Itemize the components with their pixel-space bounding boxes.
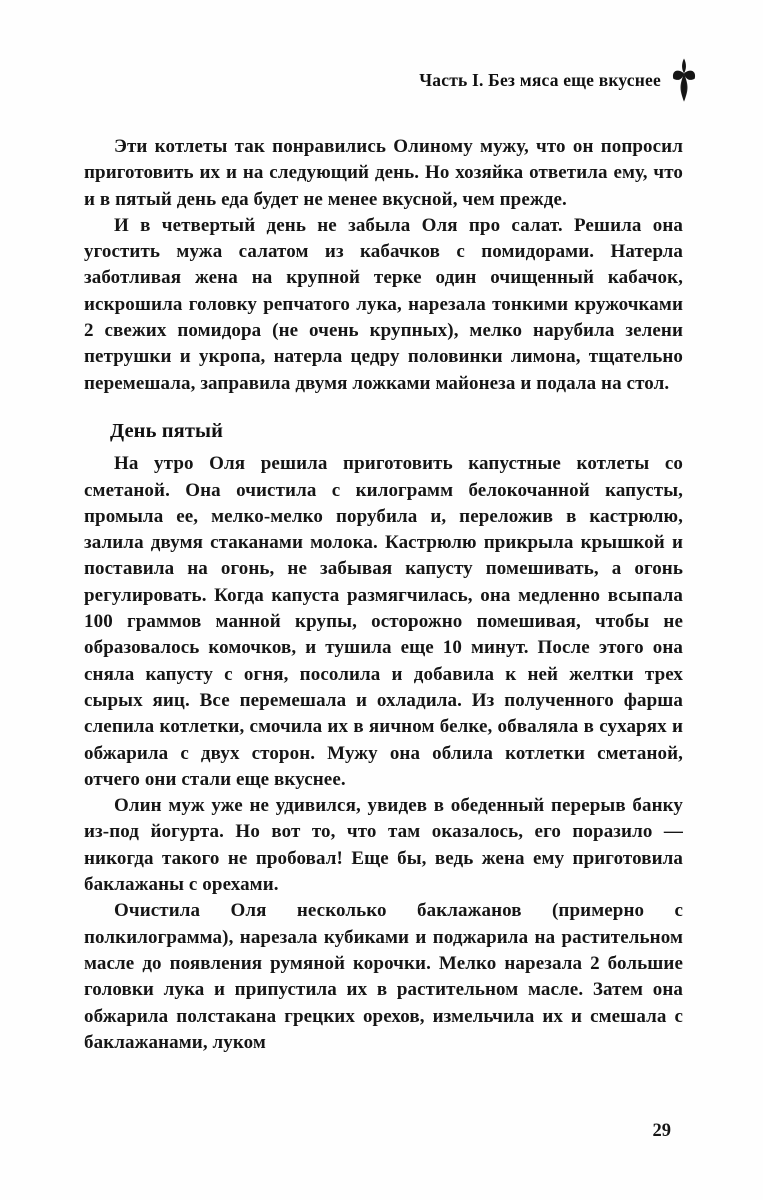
paragraph: Эти котлеты так понравились Олиному мужу, что он попросил приготовить их и на следующий день. Но хозяйка ответила ему, что и в пятый день еда будет не менее вкусной, чем прежде. bbox=[84, 136, 683, 210]
paragraph: Олин муж уже не удивился, увидев в обеденный перерыв банку из-под йогурта. Но вот то, что там оказалось, его поразило — никогда такого не пробовал! Еще бы, ведь жена ему приготовила баклажаны с орехами. bbox=[84, 795, 683, 896]
floral-ornament-icon bbox=[669, 56, 699, 104]
paragraph: И в четвертый день не забыла Оля про салат. Решила она угостить мужа салатом из кабачков с помидорами. Натерла заботливая жена на крупной терке один очищенный кабачок, искрошила головку репчатого лука, нарезала тонкими кружочками 2 свежих помидора (не очень крупных), мелко нарубила зелени петрушки и укропа, натерла цедру половинки лимона, тщательно перемешала, заправила двумя ложками майонеза и подала на стол. bbox=[84, 214, 683, 394]
page-number: 29 bbox=[652, 1121, 671, 1141]
page-body bbox=[84, 134, 683, 1056]
paragraph: Очистила Оля несколько баклажанов (примерно с полкилограмма), нарезала кубиками и поджарила на растительном масле до появления румяной корочки. Мелко нарезала 2 большие головки лука и припустила их в растительном масле. Затем она обжарила полстакана грецких орехов, измельчила их и смешала с баклажанами, луком bbox=[84, 900, 683, 1053]
page-header bbox=[84, 56, 699, 104]
chapter-title: Часть I. Без мяса еще вкуснее bbox=[419, 69, 661, 90]
paragraph: На утро Оля решила приготовить капустные котлеты со сметаной. Она очистила с килограмм белокочанной капусты, промыла ее, мелко-мелко порубила и, переложив в кастрюлю, залила двумя стаканами молока. Кастрюлю прикрыла крышкой и поставила на огонь, не забывая капусту помешивать, а огонь регулировать. Когда капуста размягчилась, она медленно всыпала 100 граммов манной крупы, осторожно помешивая, чтобы не образовалось комочков, и тушила еще 10 минут. После этого она сняла капусту с огня, посолила и добавила к ней желтки трех сырых яиц. Все перемешала и охладила. Из полученного фарша слепила котлетки, смочила их в яичном белке, обваляла в сухарях и обжарила с двух сторон. Мужу она облила котлетки сметаной, отчего они стали еще вкуснее. bbox=[84, 453, 683, 790]
section-heading: День пятый bbox=[110, 419, 224, 442]
